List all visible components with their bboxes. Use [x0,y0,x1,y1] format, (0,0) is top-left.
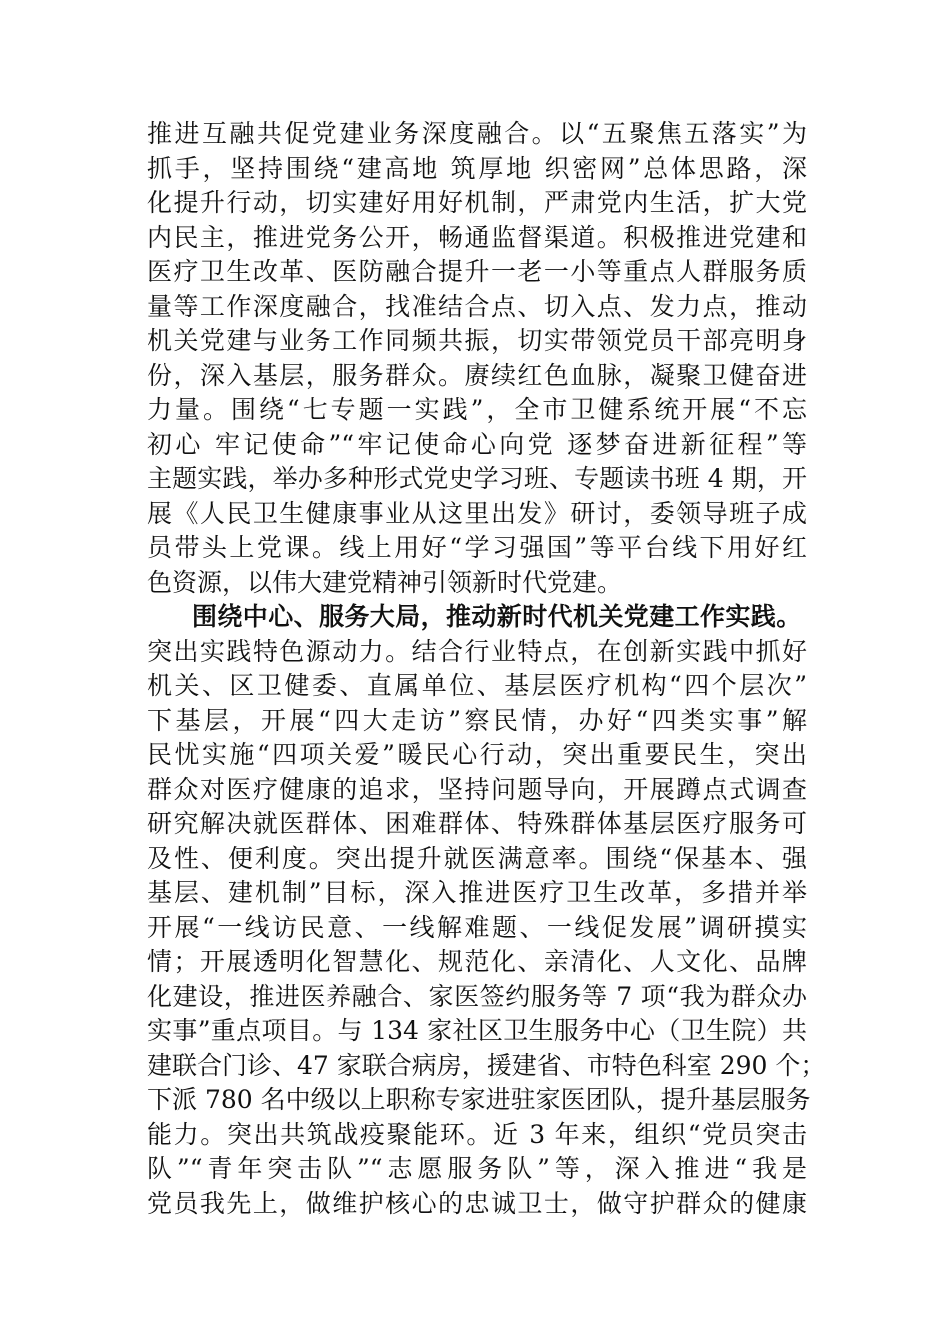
text-line: 研究解决就医群体、困难群体、特殊群体基层医疗服务可 [147,809,807,838]
text-line: 开展“一线访民意、一线解难题、一线促发展”调研摸实 [147,912,807,942]
text-line: 基层、建机制”目标，深入推进医疗卫生改革，多措并举 [147,878,807,907]
text-line: 群众对医疗健康的追求，坚持问题导向，开展蹲点式调查 [147,774,807,804]
section-heading: 围绕中心、服务大局，推动新时代机关党建工作实践。 [192,602,802,631]
text-line: 突出实践特色源动力。结合行业特点，在创新实践中抓好 [147,636,807,666]
text-line: 份，深入基层，服务群众。赓续红色血脉，凝聚卫健奋进 [147,360,807,390]
text-line: 抓手，坚持围绕“建高地 筑厚地 织密网”总体思路，深 [147,153,807,183]
text-line: 实事”重点项目。与 134 家社区卫生服务中心（卫生院）共 [147,1016,807,1045]
text-line: 化提升行动，切实建好用好机制，严肃党内生活，扩大党 [147,188,807,217]
text-line: 化建设，推进医养融合、家医签约服务等 7 项“我为群众办 [147,981,807,1011]
text-line: 色资源，以伟大建党精神引领新时代党建。 [147,567,623,597]
document-body [147,117,826,1221]
text-line: 建联合门诊、47 家联合病房，援建省、市特色科室 290 个； [147,1050,826,1080]
text-line: 民忧实施“四项关爱”暖民心行动，突出重要民生，突出 [147,740,807,769]
paragraph-1 [147,117,807,600]
text-line: 员带头上党课。线上用好“学习强国”等平台线下用好红 [147,533,807,562]
text-line: 能力。突出共筑战疫聚能环。近 3 年来，组织“党员突击 [147,1119,807,1149]
text-line: 内民主，推进党务公开，畅通监督渠道。积极推进党建和 [147,222,807,252]
text-line: 机关、区卫健委、直属单位、基层医疗机构“四个层次” [147,671,807,700]
text-line: 下派 780 名中级以上职称专家进驻家医团队，提升基层服务 [147,1085,811,1114]
text-line: 党员我先上，做维护核心的忠诚卫士，做守护群众的健康 [147,1188,807,1218]
text-line: 情；开展透明化智慧化、规范化、亲清化、人文化、品牌 [147,947,807,976]
text-line: 力量。围绕“七专题一实践”，全市卫健系统开展“不忘 [147,395,807,424]
text-line: 及性、便利度。突出提升就医满意率。围绕“保基本、强 [147,843,807,873]
text-line: 初心 牢记使命”“牢记使命心向党 逐梦奋进新征程”等 [147,429,807,459]
text-line: 展《人民卫生健康事业从这里出发》研讨，委领导班子成 [147,498,807,528]
text-line: 下基层，开展“四大走访”察民情，办好“四类实事”解 [147,705,807,735]
paragraph-2 [147,635,826,1222]
text-line: 医疗卫生改革、医防融合提升一老一小等重点人群服务质 [147,257,807,286]
text-line: 推进互融共促党建业务深度融合。以“五聚焦五落实”为 [147,119,807,148]
text-line: 队”“青年突击队”“志愿服务队”等，深入推进“我是 [147,1154,807,1183]
text-line: 机关党建与业务工作同频共振，切实带领党员干部亮明身 [147,326,807,355]
text-line: 量等工作深度融合，找准结合点、切入点、发力点，推动 [147,291,807,321]
text-line: 主题实践，举办多种形式党史学习班、专题读书班 4 期，开 [147,464,807,493]
